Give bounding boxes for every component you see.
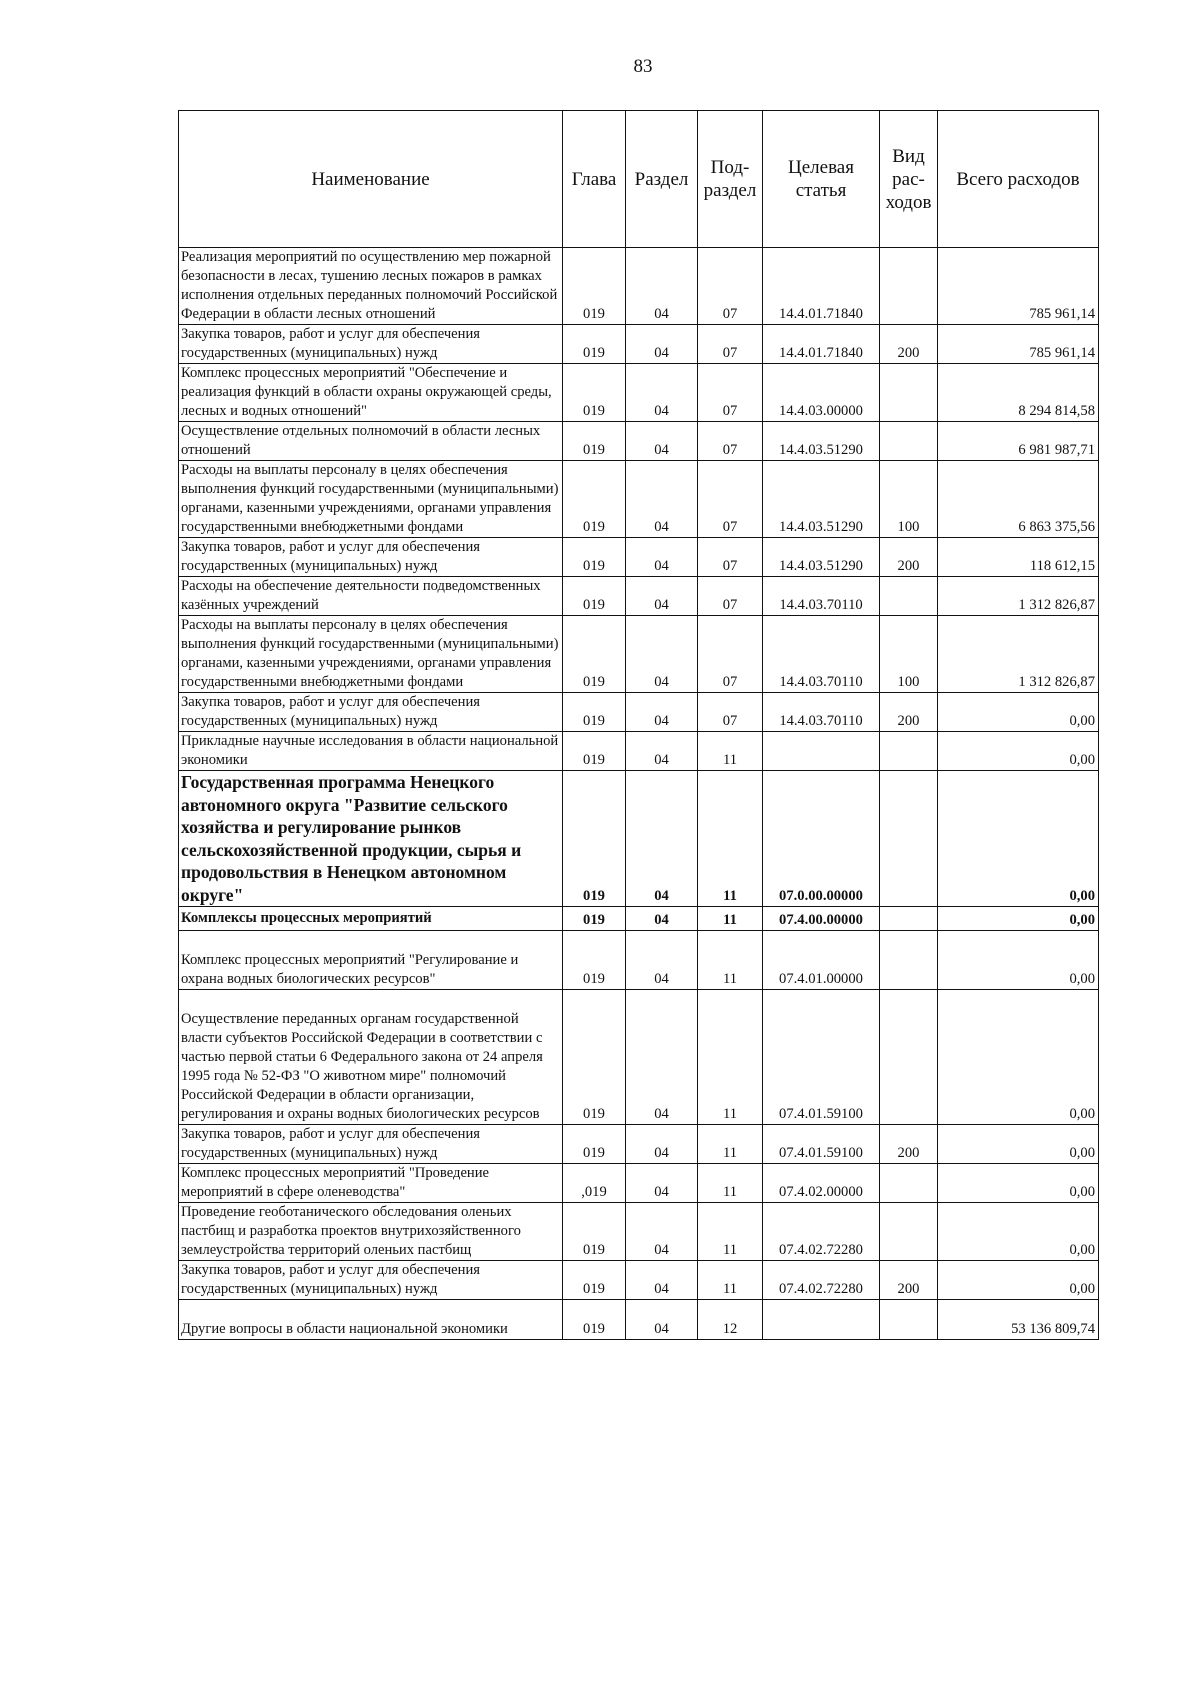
table-row [179, 325, 1099, 364]
cell-subsection: 11 [698, 930, 763, 989]
cell-target-article: 07.4.02.00000 [763, 1163, 880, 1202]
cell-chapter: 019 [563, 1124, 626, 1163]
cell-expense-kind [880, 771, 938, 907]
cell-section: 04 [626, 989, 698, 1124]
cell-total: 785 961,14 [938, 325, 1099, 364]
cell-target-article: 14.4.03.51290 [763, 538, 880, 577]
cell-chapter: 019 [563, 732, 626, 771]
cell-target-article: 14.4.03.70110 [763, 693, 880, 732]
cell-total: 1 312 826,87 [938, 577, 1099, 616]
table-row [179, 364, 1099, 422]
cell-chapter: 019 [563, 364, 626, 422]
cell-name: Проведение геоботанического обследования оленьих пастбищ и разработка проектов внутрихозяйственного землеустройства территорий оленьих пастбищ [179, 1202, 563, 1260]
table-row [179, 1202, 1099, 1260]
cell-name: Расходы на выплаты персоналу в целях обеспечения выполнения функций государственными (муниципальными) органами, казенными учреждениями, органами управления государственными внебюджетными фондами [179, 616, 563, 693]
cell-name: Осуществление отдельных полномочий в области лесных отношений [179, 422, 563, 461]
cell-target-article: 07.0.00.00000 [763, 771, 880, 907]
cell-section: 04 [626, 461, 698, 538]
cell-chapter: 019 [563, 616, 626, 693]
cell-subsection: 11 [698, 1260, 763, 1299]
cell-target-article: 07.4.01.59100 [763, 989, 880, 1124]
cell-name: Комплекс процессных мероприятий "Обеспечение и реализация функций в области охраны окружающей среды, лесных и водных отношений" [179, 364, 563, 422]
cell-target-article: 14.4.03.70110 [763, 616, 880, 693]
table-row [179, 538, 1099, 577]
cell-subsection: 11 [698, 732, 763, 771]
cell-subsection: 07 [698, 422, 763, 461]
header-chapter: Глава [563, 111, 626, 248]
cell-expense-kind: 200 [880, 1124, 938, 1163]
header-name: Наименование [179, 111, 563, 248]
cell-section: 04 [626, 538, 698, 577]
cell-section: 04 [626, 693, 698, 732]
cell-section: 04 [626, 1124, 698, 1163]
cell-target-article [763, 1299, 880, 1339]
cell-target-article: 14.4.01.71840 [763, 248, 880, 325]
cell-section: 04 [626, 577, 698, 616]
cell-section: 04 [626, 1260, 698, 1299]
table-row [179, 1260, 1099, 1299]
cell-chapter: 019 [563, 693, 626, 732]
cell-total: 0,00 [938, 989, 1099, 1124]
cell-name: Расходы на обеспечение деятельности подведомственных казённых учреждений [179, 577, 563, 616]
cell-subsection: 12 [698, 1299, 763, 1339]
cell-chapter: 019 [563, 1202, 626, 1260]
table-row [179, 616, 1099, 693]
header-target-article: Целевая статья [763, 111, 880, 248]
cell-target-article: 14.4.03.51290 [763, 461, 880, 538]
cell-expense-kind [880, 422, 938, 461]
cell-target-article: 07.4.01.59100 [763, 1124, 880, 1163]
cell-name: Закупка товаров, работ и услуг для обеспечения государственных (муниципальных) нужд [179, 1260, 563, 1299]
cell-subsection: 11 [698, 1163, 763, 1202]
cell-total: 0,00 [938, 1260, 1099, 1299]
cell-chapter: 019 [563, 930, 626, 989]
cell-total: 0,00 [938, 1124, 1099, 1163]
cell-section: 04 [626, 325, 698, 364]
cell-chapter: 019 [563, 1260, 626, 1299]
cell-target-article: 07.4.00.00000 [763, 907, 880, 931]
header-expense-kind: Вид рас- ходов [880, 111, 938, 248]
cell-section: 04 [626, 771, 698, 907]
header-section: Раздел [626, 111, 698, 248]
cell-subsection: 07 [698, 364, 763, 422]
cell-total: 8 294 814,58 [938, 364, 1099, 422]
cell-total: 785 961,14 [938, 248, 1099, 325]
cell-name: Закупка товаров, работ и услуг для обеспечения государственных (муниципальных) нужд [179, 538, 563, 577]
cell-subsection: 07 [698, 693, 763, 732]
table-row [179, 577, 1099, 616]
cell-total: 118 612,15 [938, 538, 1099, 577]
cell-target-article: 14.4.03.70110 [763, 577, 880, 616]
cell-expense-kind: 200 [880, 1260, 938, 1299]
cell-section: 04 [626, 907, 698, 931]
cell-chapter: 019 [563, 461, 626, 538]
cell-expense-kind [880, 732, 938, 771]
cell-subsection: 07 [698, 325, 763, 364]
page-number: 83 [633, 56, 653, 77]
cell-chapter: 019 [563, 771, 626, 907]
cell-total: 6 863 375,56 [938, 461, 1099, 538]
table-row [179, 1299, 1099, 1339]
cell-chapter: 019 [563, 248, 626, 325]
cell-name: Закупка товаров, работ и услуг для обеспечения государственных (муниципальных) нужд [179, 693, 563, 732]
cell-chapter: 019 [563, 422, 626, 461]
cell-expense-kind [880, 989, 938, 1124]
cell-section: 04 [626, 422, 698, 461]
table-row [179, 771, 1099, 907]
cell-section: 04 [626, 1202, 698, 1260]
cell-name: Расходы на выплаты персоналу в целях обеспечения выполнения функций государственными (муниципальными) органами, казенными учреждениями, органами управления государственными внебюджетными фондами [179, 461, 563, 538]
table-row [179, 461, 1099, 538]
cell-subsection: 11 [698, 989, 763, 1124]
cell-expense-kind [880, 364, 938, 422]
cell-name: Другие вопросы в области национальной экономики [179, 1299, 563, 1339]
cell-chapter: 019 [563, 577, 626, 616]
cell-name: Закупка товаров, работ и услуг для обеспечения государственных (муниципальных) нужд [179, 1124, 563, 1163]
cell-subsection: 11 [698, 771, 763, 907]
cell-subsection: 11 [698, 907, 763, 931]
cell-expense-kind: 100 [880, 461, 938, 538]
cell-target-article: 14.4.03.00000 [763, 364, 880, 422]
cell-section: 04 [626, 364, 698, 422]
cell-subsection: 11 [698, 1124, 763, 1163]
cell-total: 0,00 [938, 930, 1099, 989]
cell-subsection: 11 [698, 1202, 763, 1260]
cell-total: 0,00 [938, 771, 1099, 907]
table-row [179, 907, 1099, 931]
cell-name: Комплекс процессных мероприятий "Проведение мероприятий в сфере оленеводства" [179, 1163, 563, 1202]
table-row [179, 1124, 1099, 1163]
cell-expense-kind [880, 907, 938, 931]
cell-chapter: 019 [563, 1299, 626, 1339]
cell-chapter: ,019 [563, 1163, 626, 1202]
table-header-row [179, 111, 1099, 248]
cell-name: Закупка товаров, работ и услуг для обеспечения государственных (муниципальных) нужд [179, 325, 563, 364]
cell-total: 1 312 826,87 [938, 616, 1099, 693]
cell-chapter: 019 [563, 989, 626, 1124]
table-row [179, 732, 1099, 771]
cell-chapter: 019 [563, 907, 626, 931]
cell-subsection: 07 [698, 577, 763, 616]
cell-expense-kind [880, 930, 938, 989]
cell-expense-kind: 200 [880, 538, 938, 577]
cell-total: 53 136 809,74 [938, 1299, 1099, 1339]
cell-name: Осуществление переданных органам государственной власти субъектов Российской Федерации в соответствии с частью первой статьи 6 Федерального закона от 24 апреля 1995 года № 52-ФЗ "О животном мире" полномочий Российской Федерации в области организации, регулирования и охраны водных биологических ресурсов [179, 989, 563, 1124]
cell-chapter: 019 [563, 325, 626, 364]
cell-name: Реализация мероприятий по осуществлению мер пожарной безопасности в лесах, тушению лесных пожаров в рамках исполнения отдельных переданных полномочий Российской Федерации в области лесных отношений [179, 248, 563, 325]
cell-expense-kind: 100 [880, 616, 938, 693]
table-row [179, 422, 1099, 461]
table-row [179, 930, 1099, 989]
cell-expense-kind: 200 [880, 693, 938, 732]
cell-total: 0,00 [938, 1163, 1099, 1202]
cell-name: Государственная программа Ненецкого автономного округа "Развитие сельского хозяйства и регулирование рынков сельскохозяйственной продукции, сырья и продовольствия в Ненецком автономном округе" [179, 771, 563, 907]
cell-expense-kind [880, 1299, 938, 1339]
table-row [179, 989, 1099, 1124]
header-subsection: Под- раздел [698, 111, 763, 248]
cell-subsection: 07 [698, 538, 763, 577]
header-total-expenses: Всего расходов [938, 111, 1099, 248]
cell-target-article: 07.4.01.00000 [763, 930, 880, 989]
cell-target-article: 07.4.02.72280 [763, 1260, 880, 1299]
cell-section: 04 [626, 248, 698, 325]
cell-subsection: 07 [698, 616, 763, 693]
table-row [179, 1163, 1099, 1202]
cell-name: Комплексы процессных мероприятий [179, 907, 563, 931]
budget-table [178, 110, 1099, 1340]
table-row [179, 248, 1099, 325]
cell-name: Прикладные научные исследования в области национальной экономики [179, 732, 563, 771]
cell-section: 04 [626, 1299, 698, 1339]
cell-section: 04 [626, 1163, 698, 1202]
cell-chapter: 019 [563, 538, 626, 577]
cell-expense-kind [880, 577, 938, 616]
cell-target-article [763, 732, 880, 771]
cell-section: 04 [626, 732, 698, 771]
cell-expense-kind [880, 1163, 938, 1202]
cell-total: 0,00 [938, 693, 1099, 732]
cell-section: 04 [626, 930, 698, 989]
table-row [179, 693, 1099, 732]
cell-total: 0,00 [938, 907, 1099, 931]
cell-expense-kind [880, 1202, 938, 1260]
cell-section: 04 [626, 616, 698, 693]
cell-total: 0,00 [938, 732, 1099, 771]
cell-subsection: 07 [698, 461, 763, 538]
cell-expense-kind [880, 248, 938, 325]
cell-target-article: 14.4.03.51290 [763, 422, 880, 461]
cell-total: 0,00 [938, 1202, 1099, 1260]
cell-total: 6 981 987,71 [938, 422, 1099, 461]
cell-target-article: 14.4.01.71840 [763, 325, 880, 364]
cell-target-article: 07.4.02.72280 [763, 1202, 880, 1260]
cell-subsection: 07 [698, 248, 763, 325]
cell-expense-kind: 200 [880, 325, 938, 364]
cell-name: Комплекс процессных мероприятий "Регулирование и охрана водных биологических ресурсов" [179, 930, 563, 989]
